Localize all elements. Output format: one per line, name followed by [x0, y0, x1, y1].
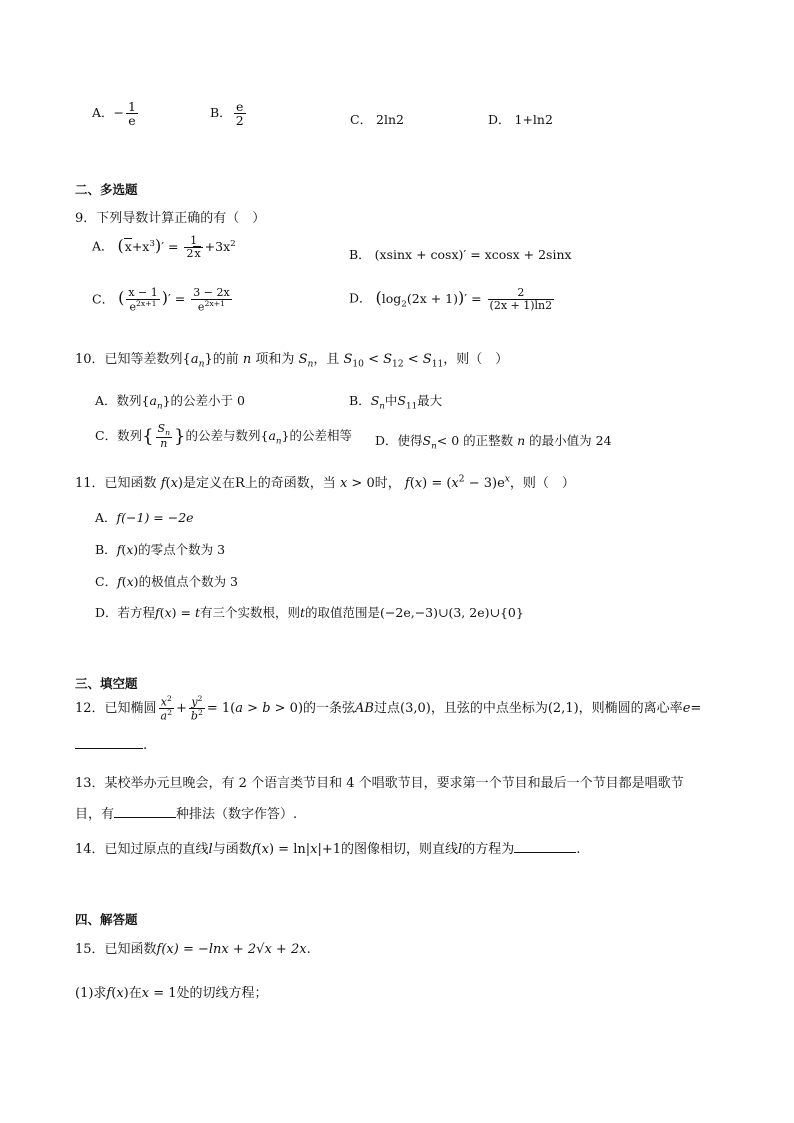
q10-option-c-mid: 的公差与数列: [185, 427, 261, 443]
q11-option-c: C．f(x)的极值点个数为 3: [95, 574, 238, 589]
q11-option-c-tail: 的极值点个数为 3: [138, 574, 238, 589]
q10-option-c-text: C．数列: [95, 427, 143, 443]
q12-stem-e: ，则椭圆的离心率: [578, 701, 683, 717]
section-multi-choice-title: 二、多选题: [75, 182, 138, 197]
q9-option-d-formula: $(\log_2(2x + 1))'$ = $\frac{2}{(2x + 1)\ln 2}$: [375, 286, 553, 312]
q9-option-c-formula: ( $\frac{x - 1}{e^{2x+1}}$ )′ = $\frac{3 - 2x}{e^{2x+1}}$: [118, 286, 230, 314]
q14-stem-b: 与函数: [212, 842, 252, 857]
q15-stem: 15．已知函数f(x) = −lnx + 2√x + 2x.: [75, 942, 311, 957]
q9-option-d: [349, 287, 556, 311]
q14-stem-a: 14．已知过原点的直线: [75, 842, 209, 857]
q10-stem: 10．已知等差数列$\{a_n\}$的前 n 项和为 $S_n$，且 $S_{10} < S_{12} < S_{11}$，则（ ）: [75, 352, 509, 370]
q10-stem-e: ，则（ ）: [443, 352, 509, 367]
q12-stem-b: 的一条弦: [303, 701, 356, 717]
q11-option-b: B．f(x)的零点个数为 3: [95, 542, 226, 557]
q14-stem: 14．已知过原点的直线l与函数f(x) = ln|x|+1的图像相切，则直线l的方程为 .: [75, 842, 581, 857]
q10-stem-b: 的前: [212, 352, 239, 367]
q12-answer-blank[interactable]: .: [75, 738, 147, 753]
q8-option-b-prefix: B．: [210, 105, 232, 121]
q12-stem-d: ，且弦的中点坐标为: [430, 701, 548, 717]
q10-stem-c: 项和为: [255, 352, 295, 367]
q11-option-d-a: D．若方程: [95, 605, 156, 620]
q8-option-c: C． 2ln2: [350, 112, 404, 127]
section-solve-title: 四、解答题: [75, 912, 138, 927]
q8-option-b-den: 2: [235, 113, 244, 129]
q9-option-a: [92, 235, 236, 259]
q11-option-d-c: 的取值范围是: [305, 605, 381, 620]
q10-option-b-tail: 中: [384, 393, 398, 408]
q13-line1: 13．某校举办元旦晚会，有 2 个语言类节目和 4 个唱歌节目，要求第一个节目和最后一个节目都是唱歌节: [75, 776, 684, 791]
q11-stem: 11．已知函数 f(x)是定义在R上的奇函数，当 x > 0时， $f(x) = (x^2 - 3)e^x$，则（ ）: [75, 474, 575, 491]
q11-option-a-expr: f(−1) = −2e: [116, 510, 194, 525]
q10-option-d: D．使得$S_n< 0$ 的正整数 n 的最小值为 24: [375, 433, 612, 452]
q13-line2-b: 种排法（数字作答）.: [176, 807, 298, 822]
q11-stem-d: ，则（ ）: [509, 476, 575, 491]
q10-stem-d: ，且: [313, 352, 340, 367]
q11-option-b-tail: 的零点个数为 3: [138, 542, 226, 557]
q13-line2: [75, 803, 297, 822]
q11-stem-b: 是定义在R上的奇函数，当: [183, 476, 336, 491]
q13-answer-blank[interactable]: [114, 817, 176, 818]
q14-answer-blank[interactable]: [514, 852, 576, 853]
q10-option-d-text: D．使得: [375, 433, 423, 448]
q14-stem-d: 的方程为: [462, 842, 515, 857]
q9-option-b: B． (xsinx + cosx)′ = xcosx + 2sinx: [349, 247, 572, 262]
q10-stem-a: 10．已知等差数列: [75, 352, 183, 367]
q10-option-c-tail: 的公差相等: [289, 427, 353, 443]
q15-stem-a: 15．已知函数: [75, 942, 157, 957]
q12-stem-a: 12．已知椭圆: [75, 701, 157, 717]
q10-option-d-mid: < 0 的正整数: [436, 433, 514, 448]
q10-option-a-text: A．数列: [95, 393, 142, 408]
q12-stem-f: =: [690, 701, 702, 717]
q11-stem-c: 时，: [374, 476, 401, 491]
q12-stem-c: 过点: [373, 701, 400, 717]
q10-option-a: A．数列$\{a_n\}$的公差小于 0: [95, 393, 245, 412]
section-fill-title: 三、填空题: [75, 676, 138, 691]
q15-sub1-b: 在: [128, 986, 142, 1001]
q11-option-d-b: 有三个实数根，则: [199, 605, 300, 620]
q11-option-d-range: (−2e,−3)∪(3, 2e)∪{0}: [380, 605, 524, 620]
q10-option-c: C．数列{ $\frac{S_n}{n}$ }的公差与数列$\{a_n\}$的公差相等: [95, 422, 353, 451]
q8-option-d: D． 1+ln2: [488, 112, 553, 127]
q9-stem: 9．下列导数计算正确的有（ ）: [75, 211, 266, 226]
q10-option-b-end: 最大: [417, 393, 443, 408]
q8-option-a-den: e: [128, 113, 136, 129]
q12-stem: 12．已知椭圆 $\frac{x^2}{a^2}$ + $\frac{y^2}{b^2}$ = 1(a > b > 0)的一条弦AB过点(3,0)，且弦的中点坐标为(2,1)，则椭圆的离心率e=: [75, 694, 702, 723]
q8-option-a: [92, 100, 140, 127]
q8-option-a-prefix: A．−: [92, 105, 125, 121]
q10-option-d-tail: 的最小值为 24: [529, 433, 612, 448]
q15-expr: f(x) = −lnx + 2√x + 2x: [156, 942, 307, 957]
q11-option-b-label: B．: [95, 542, 117, 557]
q10-option-b: B．$S_n$中$S_{11}$最大: [349, 393, 443, 412]
q8-option-a-num: 1: [128, 99, 136, 114]
q9-option-c-label: C．: [92, 291, 115, 307]
q9-option-a-label: A．: [92, 238, 114, 254]
q10-option-a-tail: 的公差小于 0: [170, 393, 245, 408]
q15-sub1: (1)求f(x)在x = 1处的切线方程；: [75, 986, 268, 1001]
q9-option-c: [92, 287, 234, 313]
q14-stem-c: 的图像相切，则直线: [341, 842, 459, 857]
q9-option-d-label: D．: [349, 290, 372, 306]
q13-line2-a: 目，有: [75, 807, 115, 822]
q11-option-d: D．若方程f(x) = t有三个实数根，则t的取值范围是(−2e,−3)∪(3, 2e)∪{0}: [95, 605, 524, 620]
q9-option-a-formula: $(x+x^3)'$ = $\frac{1}{2x}$ $+3x^2$: [117, 234, 236, 260]
q8-option-b: [210, 100, 248, 127]
q11-stem-a: 11．已知函数: [75, 476, 157, 491]
q15-sub1-c: 处的切线方程；: [176, 986, 268, 1001]
q15-sub1-a: (1)求: [75, 986, 107, 1001]
q11-option-c-label: C．: [95, 574, 118, 589]
q11-option-a: [95, 508, 194, 526]
q11-option-a-label: A．: [95, 510, 117, 525]
q8-option-b-num: e: [234, 100, 246, 114]
